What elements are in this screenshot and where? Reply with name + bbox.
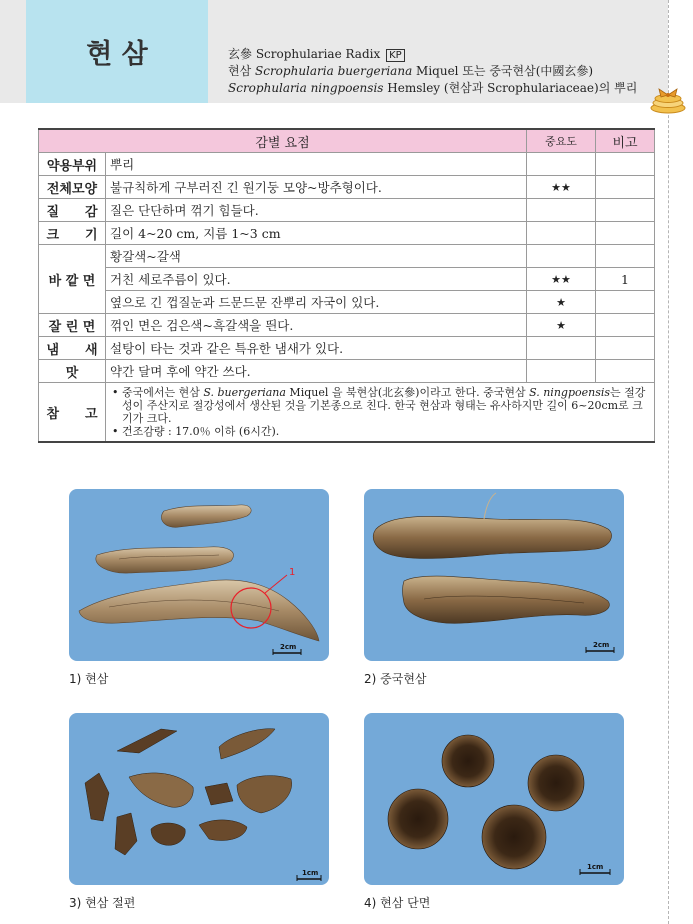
note-text: Miquel 을 북현삼(北玄參)이라고 한다. 중국현삼 — [285, 386, 530, 399]
header-points: 감별 요점 — [39, 129, 527, 153]
origin-text: 현삼 — [228, 64, 255, 78]
remark-cell — [596, 337, 655, 360]
remark-cell — [596, 176, 655, 199]
row-text: 거친 세로주름이 있다. — [106, 268, 527, 291]
row-label: 크 기 — [39, 222, 106, 245]
marker-number: 1 — [289, 567, 296, 578]
row-label: 전체모양 — [39, 176, 106, 199]
remark-cell — [596, 360, 655, 383]
photo-caption: 2) 중국현삼 — [364, 672, 427, 686]
herb-latin-name: 玄參 Scrophulariae Radix — [228, 47, 381, 61]
identification-table — [38, 128, 655, 443]
table-row — [39, 314, 655, 337]
importance-stars: ★ — [527, 314, 596, 337]
importance-stars — [527, 199, 596, 222]
importance-stars — [527, 360, 596, 383]
row-text: 뿌리 — [106, 153, 527, 176]
row-text: 약간 달며 후에 약간 쓰다. — [106, 360, 527, 383]
remark-cell — [596, 291, 655, 314]
note-text: • 중국에서는 현삼 — [112, 386, 204, 399]
photo-whole-root — [69, 489, 329, 661]
title-box — [26, 0, 208, 103]
photo-cross-sections — [364, 713, 624, 885]
species-name: S. ningpoensis — [529, 386, 611, 399]
remark-cell — [596, 222, 655, 245]
reference-notes — [106, 383, 655, 443]
photo-caption: 1) 현삼 — [69, 672, 109, 686]
importance-stars — [527, 337, 596, 360]
importance-stars — [527, 153, 596, 176]
row-label: 잘 린 면 — [39, 314, 106, 337]
table-row — [39, 176, 655, 199]
row-text: 꺾인 면은 검은색~흑갈색을 띈다. — [106, 314, 527, 337]
table-row — [39, 245, 655, 268]
herb-name-line — [228, 46, 405, 63]
photo-chinese-root — [364, 489, 624, 661]
reference-note-1 — [112, 386, 648, 425]
importance-stars: ★★ — [527, 268, 596, 291]
row-label: 참 고 — [39, 383, 106, 443]
reference-note-2: • 건조감량 : 17.0％ 이하 (6시간). — [112, 425, 280, 438]
ribbon-bow-icon — [648, 86, 688, 114]
importance-stars: ★ — [527, 291, 596, 314]
kp-badge: KP — [386, 49, 405, 62]
scale-label: 2cm — [593, 641, 610, 649]
remark-cell — [596, 153, 655, 176]
importance-stars — [527, 245, 596, 268]
row-text: 황갈색~갈색 — [106, 245, 527, 268]
remark-cell: 1 — [596, 268, 655, 291]
origin-text: Hemsley (현삼과 Scrophulariaceae)의 뿌리 — [383, 81, 638, 95]
table-header-row — [39, 129, 655, 153]
table-row — [39, 199, 655, 222]
origin-line-1 — [228, 63, 593, 80]
page-margin-rule — [668, 0, 669, 924]
remark-cell — [596, 314, 655, 337]
importance-stars — [527, 222, 596, 245]
remark-cell — [596, 245, 655, 268]
table-row — [39, 153, 655, 176]
note-text: 는 절강성이 주산지로 절강성에서 생산된 것을 기본종으로 친다. 한국 현삼과 형태는 유사하지만 길이 6~20cm로 크기가 크다. — [122, 386, 646, 425]
page-title: 현 삼 — [86, 39, 148, 70]
table-row — [39, 268, 655, 291]
origin-line-2 — [228, 80, 637, 97]
row-text: 옆으로 긴 껍질눈과 드문드문 잔뿌리 자국이 있다. — [106, 291, 527, 314]
scale-label: 2cm — [280, 643, 297, 651]
importance-stars: ★★ — [527, 176, 596, 199]
row-label: 질 감 — [39, 199, 106, 222]
species-name: Scrophularia ningpoensis — [228, 81, 384, 95]
table-row-reference — [39, 383, 655, 443]
origin-text: Miquel 또는 중국현삼(中國玄參) — [412, 64, 594, 78]
row-label: 냄 새 — [39, 337, 106, 360]
row-text: 길이 4~20 cm, 지름 1~3 cm — [106, 222, 527, 245]
header-importance: 중요도 — [527, 129, 596, 153]
row-text: 설탕이 타는 것과 같은 특유한 냄새가 있다. — [106, 337, 527, 360]
species-name: Scrophularia buergeriana — [255, 64, 413, 78]
scale-label: 1cm — [302, 869, 319, 877]
photo-caption: 3) 현삼 절편 — [69, 896, 136, 910]
row-label: 맛 — [39, 360, 106, 383]
row-text: 질은 단단하며 꺾기 힘들다. — [106, 199, 527, 222]
table-row — [39, 222, 655, 245]
table-row — [39, 360, 655, 383]
row-label: 바 깥 면 — [39, 245, 106, 314]
header-remarks: 비고 — [596, 129, 655, 153]
photo-caption: 4) 현삼 단면 — [364, 896, 431, 910]
row-text: 불규칙하게 구부러진 긴 원기둥 모양~방추형이다. — [106, 176, 527, 199]
species-name: S. buergeriana — [203, 386, 286, 399]
table-row — [39, 337, 655, 360]
scale-label: 1cm — [587, 863, 604, 871]
table-row — [39, 291, 655, 314]
remark-cell — [596, 199, 655, 222]
marker-line — [265, 575, 287, 593]
photo-root-slices — [69, 713, 329, 885]
row-label: 약용부위 — [39, 153, 106, 176]
